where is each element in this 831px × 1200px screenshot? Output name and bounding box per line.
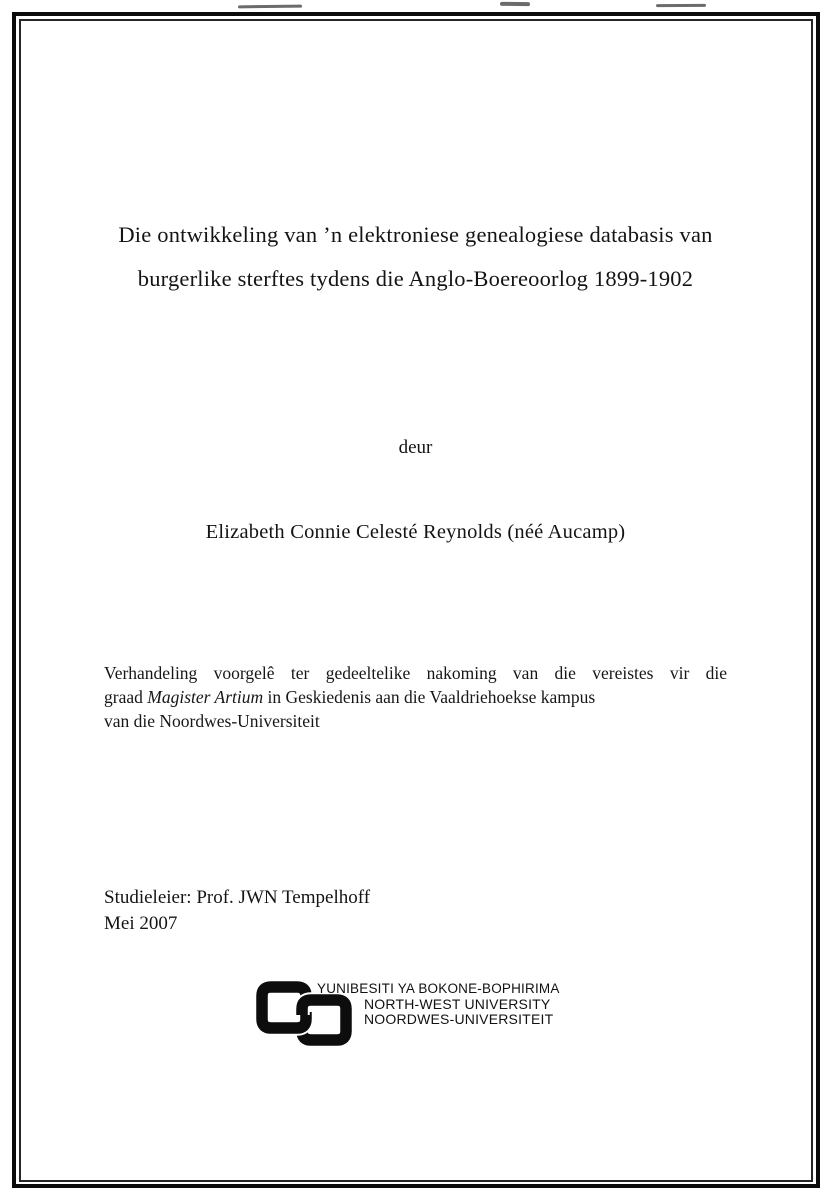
supervisor-line: Studieleier: Prof. JWN Tempelhoff — [104, 887, 371, 908]
statement-line-3: van die Noordwes-Universiteit — [104, 711, 320, 731]
logo-text-line-3: NOORDWES-UNIVERSITEIT — [364, 1011, 554, 1027]
supervisor-block — [104, 885, 370, 937]
scan-artifact — [238, 5, 302, 9]
submission-statement — [104, 661, 727, 733]
degree-name: Magister Artium — [147, 687, 264, 707]
title-line-2: burgerlike sterftes tydens die Anglo-Boereoorlog 1899-1902 — [137, 266, 694, 291]
logo-text-line-1: YUNIBESITI YA BOKONE-BOPHIRIMA — [317, 981, 560, 996]
statement-line-2-pre: graad — [104, 687, 148, 707]
scan-artifact — [500, 2, 530, 6]
date-line: Mei 2007 — [104, 913, 178, 934]
logo-text-line-2: NORTH-WEST UNIVERSITY — [364, 996, 551, 1012]
thesis-title — [58, 213, 773, 301]
byline-deur: deur — [398, 437, 433, 458]
scan-artifact — [656, 4, 706, 7]
statement-line-2 — [104, 685, 727, 709]
title-line-1: Die ontwikkeling van ’n elektroniese genealogiese databasis van — [118, 222, 713, 247]
statement-line-1: Verhandeling voorgelê ter gedeeltelike nakoming van die vereistes vir die — [104, 663, 727, 683]
university-logo — [256, 980, 586, 1054]
statement-line-2-post: in Geskiedenis aan die Vaaldriehoekse kampus — [263, 687, 596, 707]
author-name: Elizabeth Connie Celesté Reynolds (néé Aucamp) — [205, 521, 626, 543]
